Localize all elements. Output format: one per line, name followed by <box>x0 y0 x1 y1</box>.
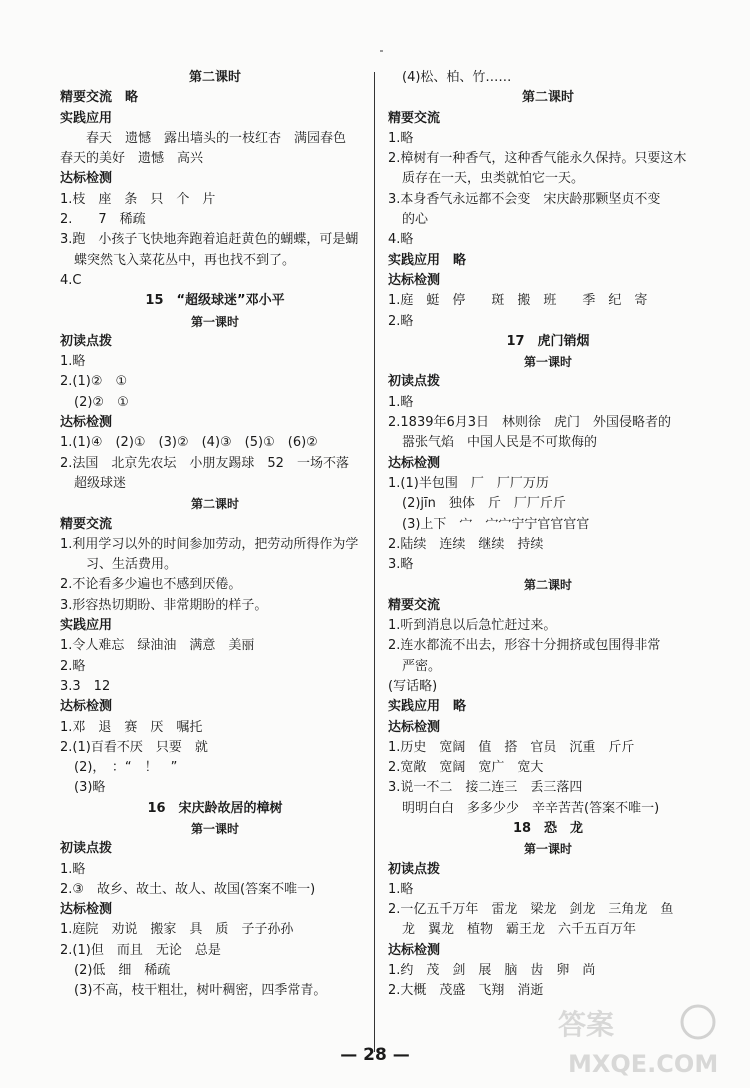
answer-line: 初读点拨 <box>388 861 441 877</box>
answer-line: 春天 遗憾 露出墙头的一枝红杏 满园春色 <box>60 130 347 146</box>
answer-line: 1.枝 座 条 只 个 片 <box>60 191 216 207</box>
right-column <box>388 68 708 1002</box>
answer-line: (2)jīn 独体 斤 厂厂斤斤 <box>402 496 566 512</box>
answer-line: 达标检测 <box>60 699 113 715</box>
answer-line: 实践应用 <box>60 110 113 126</box>
svg-text:MXQE.COM: MXQE.COM <box>568 1050 719 1078</box>
answer-line: 3.3 12 <box>60 678 111 694</box>
answer-line: 2.(1)② ① <box>60 374 128 390</box>
answer-line: (3)不高，枝干粗壮，树叶稠密，四季常青。 <box>74 983 327 999</box>
answer-line: 习、生活费用。 <box>86 557 178 573</box>
answer-line: 第二课时 <box>188 70 241 85</box>
answer-line: 第一课时 <box>523 842 572 857</box>
answer-line: 2. 7 稀疏 <box>60 212 146 228</box>
answer-line: 实践应用 <box>60 618 113 634</box>
answer-line: 2.大概 茂盛 飞翔 消逝 <box>388 983 544 999</box>
answer-line: 严密。 <box>402 658 442 674</box>
answer-line: 2.1839年6月3日 林则徐 虎门 外国侵略者的 <box>388 415 672 431</box>
answer-line: 3.形容热切期盼、非常期盼的样子。 <box>60 597 268 613</box>
answer-line: (2)， ：“ ！ ” <box>74 760 178 776</box>
answer-line: 2.③ 故乡、故土、故人、故国(答案不唯一) <box>60 881 316 897</box>
answer-line: 精要交流 <box>388 110 441 126</box>
answer-line: 2.(1)但 而且 无论 总是 <box>60 942 221 958</box>
answer-line: 蝶突然飞入菜花丛中，再也找不到了。 <box>74 252 296 268</box>
answer-line: 1.略 <box>388 130 414 146</box>
answer-line: 达标检测 <box>388 455 441 471</box>
answer-line: (3)略 <box>74 780 106 796</box>
answer-line: 精要交流 略 <box>60 90 139 106</box>
answer-line: 超级球迷 <box>74 475 127 491</box>
answer-line: 2.略 <box>388 313 414 329</box>
watermark-logo <box>548 1000 738 1080</box>
answer-line: 实践应用 略 <box>388 699 467 715</box>
answer-line: 第一课时 <box>190 314 239 329</box>
answer-line: 第二课时 <box>190 497 239 512</box>
answer-line: 初读点拨 <box>388 374 441 390</box>
answer-line: (3)上下 宀 宀宀宁宁官官官官 <box>402 516 590 532</box>
answer-line: 16 宋庆龄故居的樟树 <box>147 800 283 816</box>
answer-line: 1.令人难忘 绿油油 满意 美丽 <box>60 638 255 654</box>
answer-line: 初读点拨 <box>60 841 113 857</box>
answer-line: 15 “超级球迷”邓小平 <box>145 293 285 309</box>
answer-line: 达标检测 <box>388 272 441 288</box>
answer-line: 3.说一不二 接二连三 丢三落四 <box>388 780 583 796</box>
column-divider <box>374 72 375 1052</box>
answer-line: 2.樟树有一种香气，这种香气能永久保持。只要这木 <box>388 151 687 167</box>
answer-line: 3.略 <box>388 557 414 573</box>
answer-line: 1.略 <box>388 881 414 897</box>
answer-line: 龙 翼龙 植物 霸王龙 六千五百万年 <box>402 922 637 938</box>
answer-line: 质存在一天，虫类就怕它一天。 <box>402 171 585 187</box>
answer-line: 2.略 <box>60 658 86 674</box>
answer-line: 1.略 <box>388 394 414 410</box>
answer-line: 4.略 <box>388 232 414 248</box>
answer-line: 达标检测 <box>60 171 113 187</box>
svg-text:答案: 答案 <box>558 1008 615 1041</box>
answer-line: 精要交流 <box>60 516 113 532</box>
answer-line: (2)低 细 稀疏 <box>74 963 171 979</box>
answer-line: 嚣张气焰 中国人民是不可欺侮的 <box>402 435 598 451</box>
answer-line: 1.邓 退 赛 厌 嘱托 <box>60 719 203 735</box>
answer-line: (写话略) <box>388 678 438 694</box>
answer-line: 1.(1)半包围 厂 厂厂万历 <box>388 475 549 491</box>
answer-line: 3.跑 小孩子飞快地奔跑着追赶黄色的蝴蝶，可是蝴 <box>60 232 359 248</box>
answer-line: 2.宽敞 宽阔 宽广 宽大 <box>388 760 544 776</box>
page-number: — 28 — <box>340 1045 410 1065</box>
left-column <box>60 68 370 1002</box>
answer-line: 1.约 茂 剑 展 脑 齿 卵 尚 <box>388 963 596 979</box>
answer-line: 2.一亿五千万年 雷龙 梁龙 剑龙 三角龙 鱼 <box>388 902 674 918</box>
answer-line: 的心 <box>402 212 429 228</box>
answer-line: 1.庭 蜓 停 斑 搬 班 季 纪 寄 <box>388 293 648 309</box>
answer-line: 第二课时 <box>523 578 572 593</box>
answer-line: 第二课时 <box>521 90 574 106</box>
answer-line: 3.本身香气永远都不会变 宋庆龄那颗坚贞不变 <box>388 191 661 207</box>
answer-line: 2.陆续 连续 继续 持续 <box>388 536 544 552</box>
answer-line: 达标检测 <box>388 719 441 735</box>
answer-line: 春天的美好 遗憾 高兴 <box>60 151 204 167</box>
answer-line: 2.(1)百看不厌 只要 就 <box>60 739 208 755</box>
answer-line: 2.法国 北京先农坛 小朋友踢球 52 一场不落 <box>60 455 349 471</box>
answer-line: (2)② ① <box>74 394 129 410</box>
answer-line: 达标检测 <box>388 942 441 958</box>
answer-line: 1.历史 宽阔 值 搭 官员 沉重 斤斤 <box>388 739 635 755</box>
answer-line: 1.利用学习以外的时间参加劳动，把劳动所得作为学 <box>60 536 359 552</box>
answer-line: 明明白白 多多少少 辛辛苦苦(答案不唯一) <box>402 800 660 816</box>
answer-line: 2.连水都流不出去，形容十分拥挤或包围得非常 <box>388 638 661 654</box>
answer-line: 18 恐 龙 <box>512 820 584 836</box>
answer-line: 1.庭院 劝说 搬家 具 质 子子孙孙 <box>60 922 294 938</box>
answer-line: 达标检测 <box>60 902 113 918</box>
answer-line: (4)松、柏、竹…… <box>402 70 512 85</box>
answer-line: 2.不论看多少遍也不感到厌倦。 <box>60 577 242 593</box>
answer-line: 精要交流 <box>388 597 441 613</box>
answer-line: 达标检测 <box>60 415 113 431</box>
answer-line: 1.听到消息以后急忙赶过来。 <box>388 618 557 634</box>
answer-line: 17 虎门销烟 <box>506 333 590 349</box>
answer-line: 1.(1)④ (2)① (3)② (4)③ (5)① (6)② <box>60 435 318 451</box>
answer-line: 4.C <box>60 272 82 288</box>
answer-line: 1.略 <box>60 354 86 370</box>
page-mark <box>380 50 383 52</box>
answer-line: 1.略 <box>60 861 86 877</box>
answer-line: 初读点拨 <box>60 333 113 349</box>
answer-line: 实践应用 略 <box>388 252 467 268</box>
answer-line: 第一课时 <box>190 821 239 836</box>
answer-line: 第一课时 <box>523 355 572 370</box>
